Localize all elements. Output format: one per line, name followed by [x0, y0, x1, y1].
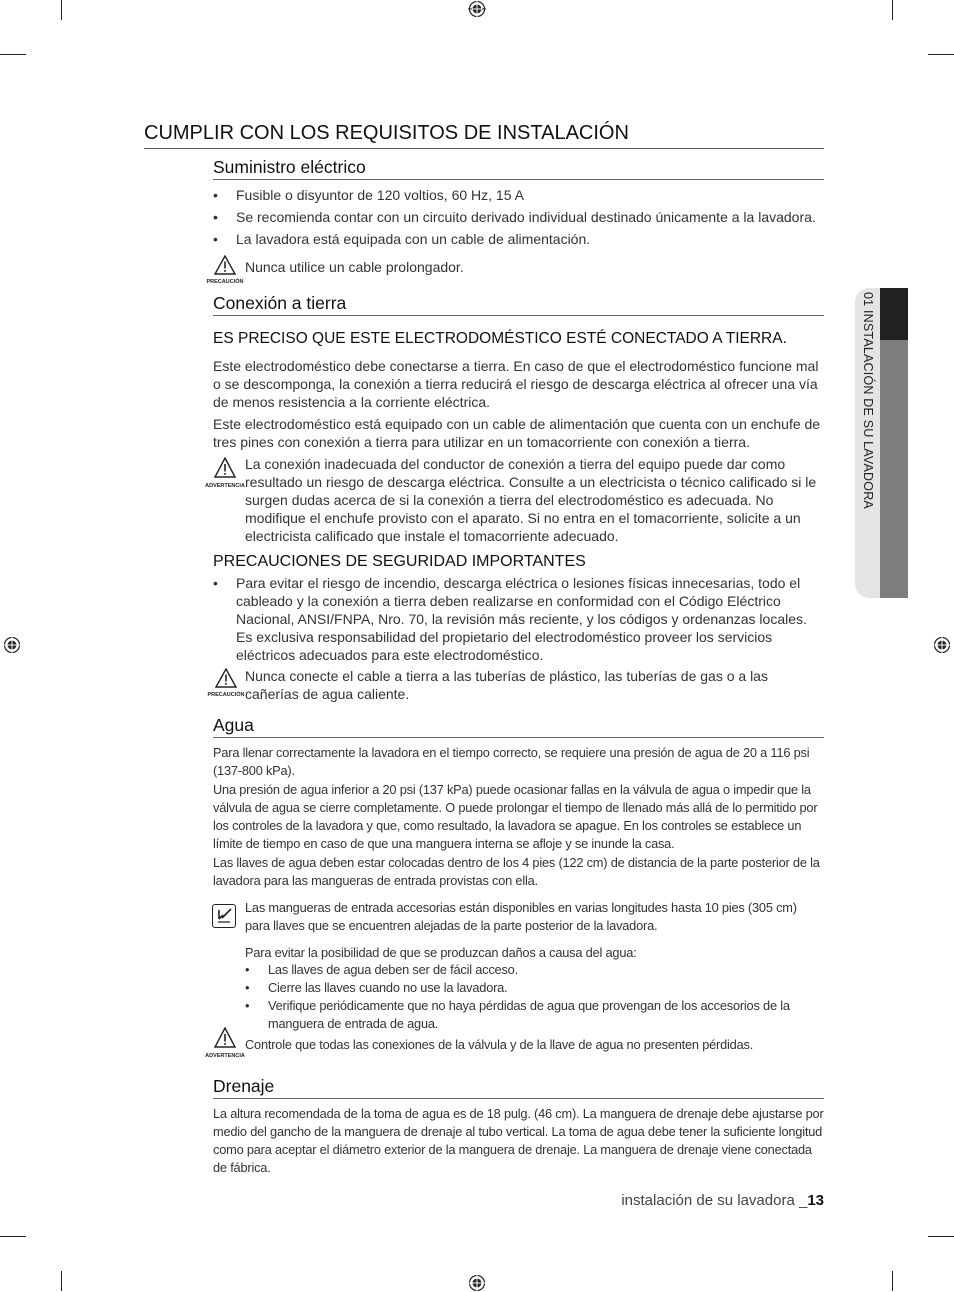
note-bullets [245, 961, 815, 1033]
footer-text: instalación de su lavadora _ [621, 1192, 808, 1209]
page-number: 13 [807, 1192, 824, 1209]
caution-label: PRECAUCIÓN [206, 279, 244, 285]
caution-text: Nunca conecte el cable a tierra a las tuberías de plástico, las tuberías de gas o a las cañerías de agua caliente. [245, 668, 768, 702]
page-title: CUMPLIR CON LOS REQUISITOS DE INSTALACIÓN [144, 121, 824, 149]
list-item: • Verifique periódicamente que no haya pérdidas de agua que provengan de los accesorios de la manguera de entrada de agua. [245, 997, 815, 1033]
crop-mark [892, 1271, 893, 1291]
ground-paragraph-1: Este electrodoméstico debe conectarse a tierra. En caso de que el electrodoméstico funcione mal o se descomponga, la conexión a tierra reducirá el riesgo de descarga eléctrica al ofrecer una vía de menos resistencia a la corriente eléctrica. [213, 358, 819, 410]
warning-triangle-icon [214, 1027, 236, 1049]
warning-icon [204, 1027, 246, 1059]
crop-mark [61, 1271, 62, 1291]
caution-icon [206, 668, 246, 698]
warning-text: La conexión inadecuada del conductor de conexión a tierra del equipo puede dar como resultado un riesgo de descarga eléctrica. Consulte a un electricista o técnico calificado si le surgen dudas acerca de si la conexión a tierra del electrodoméstico es adecuada. No modifique el enchufe provisto con el aparato. Si no entra en el tomacorriente, solicite a un electricista calificado que instale el tomacorriente adecuado. [245, 456, 817, 544]
registration-mark-icon [933, 636, 951, 654]
ground-subheading: ES PRECISO QUE ESTE ELECTRODOMÉSTICO ESTÉ CONECTADO A TIERRA. [213, 330, 787, 347]
warning-label: ADVERTENCIA [205, 483, 245, 489]
safety-bullets [213, 574, 823, 664]
registration-mark-icon [468, 1274, 486, 1292]
list-item: • Las llaves de agua deben ser de fácil acceso. [245, 961, 815, 979]
warning-icon [204, 457, 246, 489]
registration-mark-icon [468, 0, 486, 18]
water-heading: Agua [213, 715, 824, 738]
water-paragraph-3: Las llaves de agua deben estar colocadas dentro de los 4 pies (122 cm) de distancia de la parte posterior de la lavadora para las mangueras de entrada provistas con ella. [213, 855, 820, 888]
caution-icon [206, 255, 244, 285]
caution-text: Nunca utilice un cable prolongador. [245, 259, 464, 275]
crop-mark [0, 54, 26, 55]
side-tab-label: 01 INSTALACIÓN DE SU LAVADORA [861, 292, 875, 509]
warning-triangle-icon [214, 457, 236, 479]
warning-text: Controle que todas las conexiones de la válvula y de la llave de agua no presenten pérdidas. [245, 1037, 754, 1052]
crop-mark [0, 1236, 26, 1237]
power-bullets [213, 186, 823, 248]
crop-mark [892, 0, 893, 20]
ground-paragraph-2: Este electrodoméstico está equipado con un cable de alimentación que cuenta con un enchufe de tres pines con conexión a tierra para utilizar en un tomacorriente con conexión a tierra. [213, 416, 821, 450]
safety-heading: PRECAUCIONES DE SEGURIDAD IMPORTANTES [213, 553, 586, 570]
drain-paragraph: La altura recomendada de la toma de agua es de 18 pulg. (46 cm). La manguera de drenaje debe ajustarse por medio del gancho de la manguera de drenaje al tubo vertical. La toma de agua debe tener la suficiente longitud como para aceptar el diámetro exterior de la manguera de drenaje. La manguera de drenaje viene conectada de fábrica. [213, 1106, 824, 1175]
crop-mark [928, 54, 954, 55]
note-pencil-icon [212, 904, 236, 928]
drain-heading: Drenaje [213, 1076, 824, 1099]
list-item: • Cierre las llaves cuando no use la lavadora. [245, 979, 815, 997]
water-paragraph-2: Una presión de agua inferior a 20 psi (137 kPa) puede ocasionar fallas en la válvula de agua o impedir que la válvula de agua se cierre completamente. O puede prolongar el tiempo de llenado más allá de lo permitido por los controles de la lavadora y que, como resultado, la lavadora se apague. En los controles se establece un límite de tiempo en caso de que una manguera interna se afloje y se inunde la casa. [213, 782, 818, 851]
power-heading: Suministro eléctrico [213, 157, 824, 180]
page-footer [621, 1192, 824, 1209]
warning-label: ADVERTENCIA [205, 1053, 245, 1059]
note-intro: Para evitar la posibilidad de que se produzcan daños a causa del agua: [245, 945, 637, 960]
list-item: • Fusible o disyuntor de 120 voltios, 60 Hz, 15 A [213, 186, 823, 204]
warning-triangle-icon [214, 255, 236, 275]
side-tab-bar [880, 340, 908, 598]
list-item: • Para evitar el riesgo de incendio, descarga eléctrica o lesiones físicas innecesarias, todo el cableado y la conexión a tierra deben realizarse en conformidad con el Código Eléctrico Nacional, ANSI/FNPA, Nro. 70, la revisión más reciente, y los códigos y ordenanzas locales. Es exclusiva responsabilidad del propietario del electrodoméstico proveer los servicios eléctricos adecuados para este electrodoméstico. [213, 574, 823, 664]
crop-mark [61, 0, 62, 20]
ground-heading: Conexión a tierra [213, 293, 824, 316]
water-paragraph-1: Para llenar correctamente la lavadora en el tiempo correcto, se requiere una presión de agua de 20 a 116 psi (137-800 kPa). [213, 745, 810, 778]
warning-triangle-icon [215, 668, 237, 688]
list-item: • La lavadora está equipada con un cable de alimentación. [213, 230, 823, 248]
list-item: • Se recomienda contar con un circuito derivado individual destinado únicamente a la lavadora. [213, 208, 823, 226]
caution-label: PRECAUCIÓN [207, 692, 245, 698]
crop-mark [928, 1236, 954, 1237]
registration-mark-icon [3, 636, 21, 654]
side-tab-marker [880, 288, 908, 340]
note-text: Las mangueras de entrada accesorias están disponibles en varias longitudes hasta 10 pies (305 cm) para llaves que se encuentren alejadas de la parte posterior de la lavadora. [245, 900, 797, 933]
